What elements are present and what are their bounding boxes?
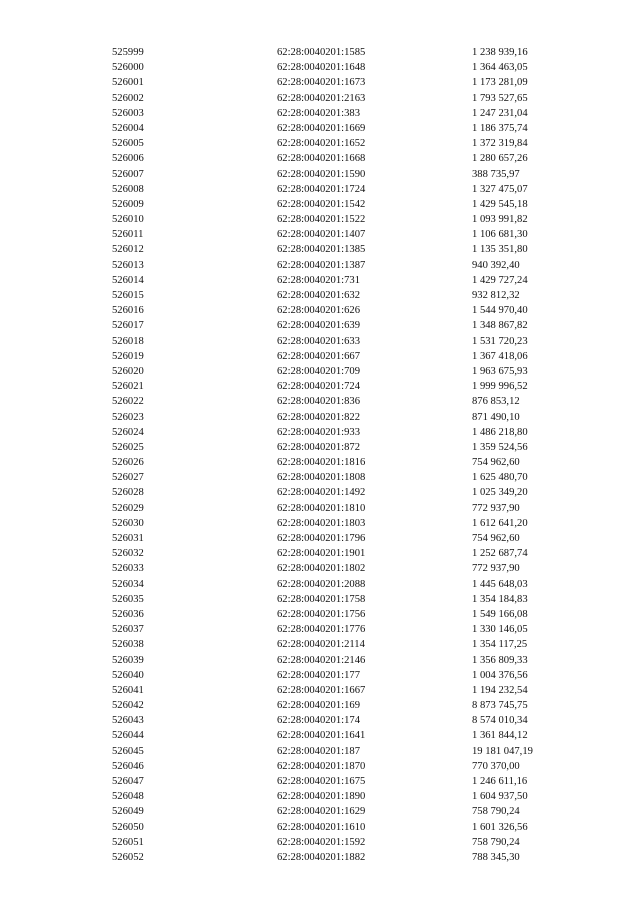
- table-row: [0, 425, 640, 440]
- row-number-cell: 526002: [112, 92, 144, 104]
- cadastral-value-cell: 1 963 675,93: [472, 365, 528, 377]
- table-row: [0, 349, 640, 364]
- table-row: [0, 197, 640, 212]
- cadastral-number-cell: 62:28:0040201:1776: [277, 624, 366, 636]
- cadastral-value-cell: 1 173 281,09: [472, 77, 528, 89]
- row-number-cell: 526023: [112, 411, 144, 423]
- cadastral-value-cell: 1 348 867,82: [472, 320, 528, 332]
- cadastral-value-cell: 1 361 844,12: [472, 730, 528, 742]
- row-number-cell: 526007: [112, 168, 144, 180]
- table-row: [0, 106, 640, 121]
- row-number-cell: 526047: [112, 776, 144, 787]
- cadastral-number-cell: 62:28:0040201:1629: [277, 806, 366, 818]
- cadastral-value-cell: 1 531 720,23: [472, 335, 528, 347]
- table-row: [0, 212, 640, 227]
- cadastral-value-cell: 772 937,90: [472, 502, 520, 514]
- cadastral-number-cell: 62:28:0040201:1890: [277, 791, 366, 803]
- row-number-cell: 526050: [112, 821, 144, 833]
- cadastral-number-cell: 62:28:0040201:1385: [277, 244, 366, 256]
- table-row: [0, 820, 640, 835]
- table-row: [0, 577, 640, 592]
- cadastral-value-cell: 1 252 687,74: [472, 548, 528, 560]
- cadastral-number-cell: 62:28:0040201:731: [277, 274, 360, 286]
- cadastral-value-cell: 1 238 939,16: [472, 47, 528, 58]
- cadastral-number-cell: 62:28:0040201:2088: [277, 578, 366, 590]
- cadastral-number-cell: 62:28:0040201:667: [277, 350, 360, 362]
- cadastral-value-cell: 1 246 611,16: [472, 776, 528, 787]
- cadastral-value-cell: 388 735,97: [472, 168, 520, 180]
- table-row: [0, 485, 640, 500]
- row-number-cell: 526041: [112, 684, 144, 696]
- cadastral-number-cell: 62:28:0040201:187: [277, 745, 360, 757]
- cadastral-value-cell: 1 025 349,20: [472, 487, 528, 499]
- row-number-cell: 526024: [112, 426, 144, 438]
- cadastral-value-cell: 754 962,60: [472, 457, 520, 469]
- table-row: [0, 561, 640, 576]
- row-number-cell: 526046: [112, 760, 144, 772]
- table-row: [0, 258, 640, 273]
- row-number-cell: 526010: [112, 214, 144, 226]
- cadastral-value-cell: 940 392,40: [472, 259, 520, 271]
- row-number-cell: 526016: [112, 305, 144, 317]
- row-number-cell: 526000: [112, 62, 144, 74]
- cadastral-value-cell: 1 186 375,74: [472, 122, 528, 134]
- cadastral-number-cell: 62:28:0040201:822: [277, 411, 360, 423]
- cadastral-value-cell: 1 135 351,80: [472, 244, 528, 256]
- table-row: [0, 121, 640, 136]
- row-number-cell: 526026: [112, 457, 144, 469]
- row-number-cell: 526004: [112, 122, 144, 134]
- row-number-cell: 526029: [112, 502, 144, 514]
- cadastral-number-cell: 62:28:0040201:1810: [277, 502, 366, 514]
- table-row: [0, 440, 640, 455]
- cadastral-value-cell: 1 999 996,52: [472, 381, 528, 393]
- table-row: [0, 546, 640, 561]
- row-number-cell: 526028: [112, 487, 144, 499]
- cadastral-number-cell: 62:28:0040201:1901: [277, 548, 366, 560]
- cadastral-value-cell: 1 359 524,56: [472, 441, 528, 453]
- row-number-cell: 526006: [112, 153, 144, 165]
- row-number-cell: 526005: [112, 138, 144, 150]
- table-row: [0, 653, 640, 668]
- cadastral-value-cell: 1 372 319,84: [472, 138, 528, 150]
- row-number-cell: 525999: [112, 47, 144, 58]
- cadastral-value-cell: 772 937,90: [472, 563, 520, 575]
- table-row: [0, 455, 640, 470]
- cadastral-value-cell: 8 873 745,75: [472, 700, 528, 712]
- cadastral-number-cell: 62:28:0040201:1610: [277, 821, 366, 833]
- row-number-cell: 526003: [112, 107, 144, 119]
- cadastral-number-cell: 62:28:0040201:872: [277, 441, 360, 453]
- cadastral-number-cell: 62:28:0040201:174: [277, 715, 360, 727]
- cadastral-value-cell: 1 793 527,65: [472, 92, 528, 104]
- cadastral-number-cell: 62:28:0040201:1641: [277, 730, 366, 742]
- cadastral-number-cell: 62:28:0040201:626: [277, 305, 360, 317]
- cadastral-value-cell: 1 604 937,50: [472, 791, 528, 803]
- table-row: [0, 531, 640, 546]
- row-number-cell: 526052: [112, 851, 144, 863]
- cadastral-number-cell: 62:28:0040201:1673: [277, 77, 366, 89]
- cadastral-number-cell: 62:28:0040201:1675: [277, 776, 366, 787]
- cadastral-value-table: [0, 45, 640, 865]
- cadastral-value-cell: 1 429 545,18: [472, 198, 528, 210]
- cadastral-number-cell: 62:28:0040201:1756: [277, 608, 366, 620]
- cadastral-number-cell: 62:28:0040201:632: [277, 290, 360, 301]
- row-number-cell: 526051: [112, 836, 144, 848]
- table-row: [0, 850, 640, 865]
- cadastral-number-cell: 62:28:0040201:1407: [277, 229, 366, 241]
- cadastral-value-cell: 1 280 657,26: [472, 153, 528, 165]
- table-row: [0, 501, 640, 516]
- cadastral-value-cell: 770 370,00: [472, 760, 520, 772]
- cadastral-number-cell: 62:28:0040201:177: [277, 669, 360, 681]
- cadastral-number-cell: 62:28:0040201:1585: [277, 47, 366, 58]
- table-row: [0, 713, 640, 728]
- row-number-cell: 526021: [112, 381, 144, 393]
- cadastral-number-cell: 62:28:0040201:1492: [277, 487, 366, 499]
- row-number-cell: 526044: [112, 730, 144, 742]
- row-number-cell: 526037: [112, 624, 144, 636]
- cadastral-value-cell: 1 247 231,04: [472, 107, 528, 119]
- cadastral-number-cell: 62:28:0040201:1870: [277, 760, 366, 772]
- row-number-cell: 526025: [112, 441, 144, 453]
- row-number-cell: 526018: [112, 335, 144, 347]
- row-number-cell: 526014: [112, 274, 144, 286]
- row-number-cell: 526009: [112, 198, 144, 210]
- row-number-cell: 526019: [112, 350, 144, 362]
- row-number-cell: 526013: [112, 259, 144, 271]
- cadastral-number-cell: 62:28:0040201:1667: [277, 684, 366, 696]
- cadastral-number-cell: 62:28:0040201:1808: [277, 472, 366, 484]
- cadastral-value-cell: 19 181 047,19: [472, 745, 533, 757]
- table-row: [0, 288, 640, 303]
- cadastral-number-cell: 62:28:0040201:836: [277, 396, 360, 408]
- cadastral-value-cell: 8 574 010,34: [472, 715, 528, 727]
- table-row: [0, 622, 640, 637]
- table-row: [0, 394, 640, 409]
- cadastral-number-cell: 62:28:0040201:1758: [277, 593, 366, 605]
- table-row: [0, 227, 640, 242]
- table-row: [0, 835, 640, 850]
- table-row: [0, 242, 640, 257]
- table-row: [0, 728, 640, 743]
- row-number-cell: 526042: [112, 700, 144, 712]
- cadastral-value-cell: 1 549 166,08: [472, 608, 528, 620]
- table-row: [0, 45, 640, 60]
- cadastral-number-cell: 62:28:0040201:1590: [277, 168, 366, 180]
- cadastral-number-cell: 62:28:0040201:1803: [277, 517, 366, 529]
- row-number-cell: 526017: [112, 320, 144, 332]
- row-number-cell: 526039: [112, 654, 144, 666]
- row-number-cell: 526043: [112, 715, 144, 727]
- cadastral-number-cell: 62:28:0040201:1648: [277, 62, 366, 74]
- cadastral-number-cell: 62:28:0040201:724: [277, 381, 360, 393]
- cadastral-number-cell: 62:28:0040201:1669: [277, 122, 366, 134]
- cadastral-value-cell: 788 345,30: [472, 851, 520, 863]
- cadastral-number-cell: 62:28:0040201:639: [277, 320, 360, 332]
- cadastral-number-cell: 62:28:0040201:1522: [277, 214, 366, 226]
- table-row: [0, 470, 640, 485]
- cadastral-number-cell: 62:28:0040201:1882: [277, 851, 366, 863]
- table-row: [0, 683, 640, 698]
- table-row: [0, 744, 640, 759]
- cadastral-value-cell: 871 490,10: [472, 411, 520, 423]
- row-number-cell: 526030: [112, 517, 144, 529]
- row-number-cell: 526015: [112, 290, 144, 301]
- cadastral-value-cell: 876 853,12: [472, 396, 520, 408]
- table-row: [0, 136, 640, 151]
- cadastral-number-cell: 62:28:0040201:709: [277, 365, 360, 377]
- cadastral-number-cell: 62:28:0040201:1542: [277, 198, 366, 210]
- cadastral-number-cell: 62:28:0040201:1652: [277, 138, 366, 150]
- cadastral-number-cell: 62:28:0040201:2163: [277, 92, 366, 104]
- cadastral-value-cell: 1 429 727,24: [472, 274, 528, 286]
- cadastral-value-cell: 1 354 184,83: [472, 593, 528, 605]
- cadastral-value-cell: 1 330 146,05: [472, 624, 528, 636]
- cadastral-value-cell: 1 327 475,07: [472, 183, 528, 195]
- row-number-cell: 526038: [112, 639, 144, 651]
- row-number-cell: 526035: [112, 593, 144, 605]
- row-number-cell: 526040: [112, 669, 144, 681]
- cadastral-value-cell: 932 812,32: [472, 290, 520, 301]
- table-row: [0, 774, 640, 789]
- table-row: [0, 334, 640, 349]
- row-number-cell: 526020: [112, 365, 144, 377]
- table-row: [0, 804, 640, 819]
- table-row: [0, 182, 640, 197]
- cadastral-value-cell: 758 790,24: [472, 806, 520, 818]
- cadastral-number-cell: 62:28:0040201:383: [277, 107, 360, 119]
- table-row: [0, 698, 640, 713]
- row-number-cell: 526049: [112, 806, 144, 818]
- cadastral-number-cell: 62:28:0040201:1802: [277, 563, 366, 575]
- table-row: [0, 410, 640, 425]
- table-row: [0, 759, 640, 774]
- cadastral-number-cell: 62:28:0040201:169: [277, 700, 360, 712]
- table-row: [0, 516, 640, 531]
- cadastral-value-cell: 1 612 641,20: [472, 517, 528, 529]
- table-row: [0, 318, 640, 333]
- cadastral-value-cell: 1 544 970,40: [472, 305, 528, 317]
- table-row: [0, 151, 640, 166]
- table-row: [0, 364, 640, 379]
- cadastral-value-cell: 1 354 117,25: [472, 639, 528, 651]
- cadastral-value-cell: 1 004 376,56: [472, 669, 528, 681]
- row-number-cell: 526011: [112, 229, 144, 241]
- table-row: [0, 60, 640, 75]
- row-number-cell: 526001: [112, 77, 144, 89]
- table-row: [0, 379, 640, 394]
- cadastral-value-cell: 1 601 326,56: [472, 821, 528, 833]
- cadastral-value-cell: 1 364 463,05: [472, 62, 528, 74]
- row-number-cell: 526048: [112, 791, 144, 803]
- cadastral-number-cell: 62:28:0040201:1592: [277, 836, 366, 848]
- table-row: [0, 789, 640, 804]
- cadastral-number-cell: 62:28:0040201:1387: [277, 259, 366, 271]
- row-number-cell: 526045: [112, 745, 144, 757]
- cadastral-number-cell: 62:28:0040201:1796: [277, 533, 366, 544]
- table-row: [0, 303, 640, 318]
- table-row: [0, 607, 640, 622]
- row-number-cell: 526027: [112, 472, 144, 484]
- row-number-cell: 526036: [112, 608, 144, 620]
- table-row: [0, 273, 640, 288]
- table-row: [0, 91, 640, 106]
- cadastral-number-cell: 62:28:0040201:933: [277, 426, 360, 438]
- table-row: [0, 668, 640, 683]
- cadastral-value-cell: 1 106 681,30: [472, 229, 528, 241]
- row-number-cell: 526034: [112, 578, 144, 590]
- row-number-cell: 526008: [112, 183, 144, 195]
- row-number-cell: 526032: [112, 548, 144, 560]
- cadastral-value-cell: 1 356 809,33: [472, 654, 528, 666]
- table-row: [0, 167, 640, 182]
- cadastral-number-cell: 62:28:0040201:2146: [277, 654, 366, 666]
- row-number-cell: 526031: [112, 533, 144, 544]
- cadastral-value-cell: 1 445 648,03: [472, 578, 528, 590]
- cadastral-number-cell: 62:28:0040201:1668: [277, 153, 366, 165]
- row-number-cell: 526022: [112, 396, 144, 408]
- cadastral-value-cell: 754 962,60: [472, 533, 520, 544]
- cadastral-value-cell: 1 625 480,70: [472, 472, 528, 484]
- cadastral-number-cell: 62:28:0040201:1816: [277, 457, 366, 469]
- table-row: [0, 637, 640, 652]
- cadastral-value-cell: 1 194 232,54: [472, 684, 528, 696]
- row-number-cell: 526033: [112, 563, 144, 575]
- cadastral-value-cell: 1 367 418,06: [472, 350, 528, 362]
- cadastral-number-cell: 62:28:0040201:1724: [277, 183, 366, 195]
- cadastral-number-cell: 62:28:0040201:633: [277, 335, 360, 347]
- cadastral-value-cell: 758 790,24: [472, 836, 520, 848]
- row-number-cell: 526012: [112, 244, 144, 256]
- table-row: [0, 592, 640, 607]
- table-row: [0, 75, 640, 90]
- cadastral-number-cell: 62:28:0040201:2114: [277, 639, 365, 651]
- cadastral-value-cell: 1 486 218,80: [472, 426, 528, 438]
- cadastral-value-cell: 1 093 991,82: [472, 214, 528, 226]
